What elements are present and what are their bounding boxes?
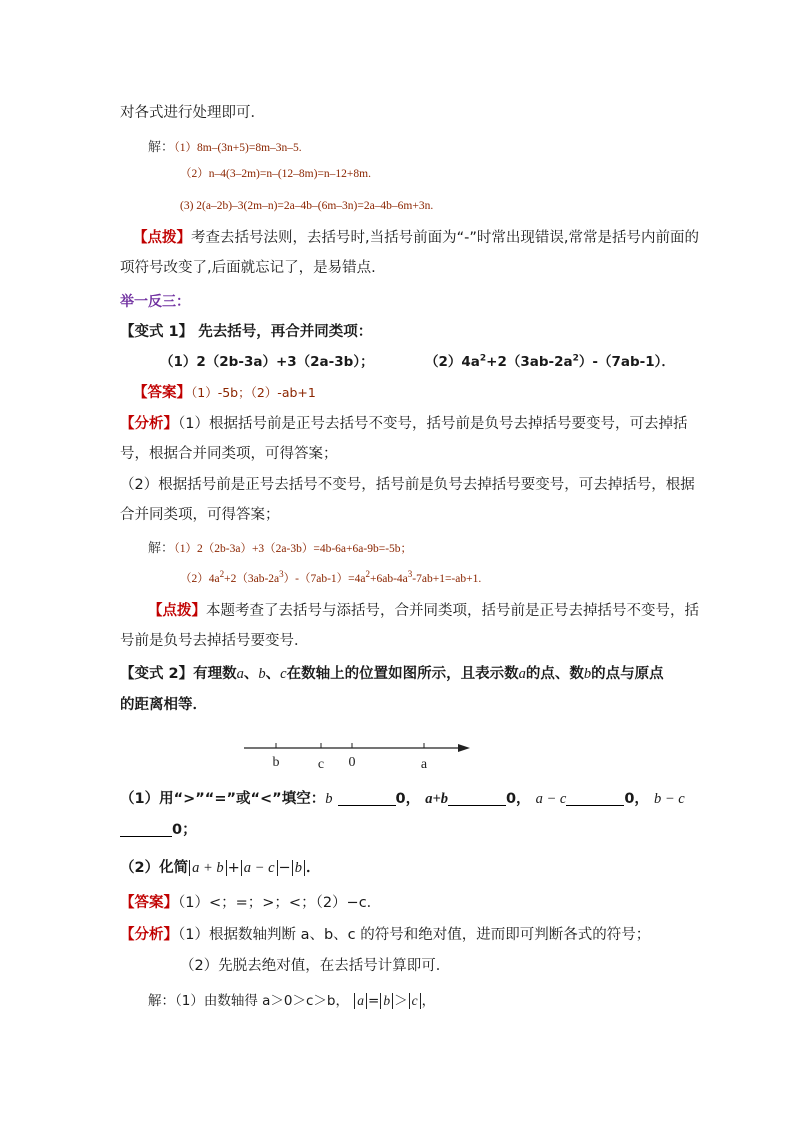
answer-tag: 【答案】 xyxy=(133,385,191,401)
solution-line: $(2)4a^2+2(3ab-2a^3)-(7ab-1)=4a^2+6ab-4a^3-7ab+1=-ab+1$. xyxy=(180,569,482,585)
number-line-figure xyxy=(240,738,476,774)
answer-line: 【答案】（1）<；=；>；<；（2）−c． xyxy=(120,895,382,911)
abs-expr: b xyxy=(292,860,305,876)
text-line xyxy=(120,103,265,123)
analysis-line: 【分析】（1）根据括号前是正号去括号不变号，括号前是负号去掉括号要变号，可去掉括 xyxy=(120,416,688,432)
text: 对各式进行处理即可． xyxy=(120,105,265,121)
solution-line xyxy=(148,137,302,158)
axis-label-b: b xyxy=(272,755,280,770)
variant-tag: 【变式 1】 xyxy=(120,324,194,340)
text: 项符号改变了,后面就忘记了，是易错点. xyxy=(120,260,376,276)
tip-line: 【点拨】本题考查了去括号与添括号，合并同类项，括号前是正号去掉括号不变号，括 xyxy=(148,603,699,619)
analysis-line: （2）先脱去绝对值，在去括号计算即可． xyxy=(180,958,451,974)
blank-1[interactable] xyxy=(338,791,396,806)
tip-line xyxy=(133,228,699,248)
section-title: 举一反三： xyxy=(120,294,190,310)
part-1-line: 0； xyxy=(120,820,197,840)
tip-tag: 【点拨】 xyxy=(133,230,191,246)
text: 考查去括号法则，去括号时,当括号前面为“-”时常出现错误,常常是括号内前面的 xyxy=(191,230,699,246)
analysis-line: 号，根据合并同类项，可得答案； xyxy=(120,446,338,462)
arrow-icon xyxy=(458,744,470,752)
solution-line xyxy=(180,196,433,216)
solution-line: 解：（1）由数轴得 a＞0＞c＞b， a = b ＞ c ， xyxy=(148,993,436,1009)
solution-text: （2）n–4(3–2m)=n–(12–8m)=n–12+8m. xyxy=(180,168,371,180)
answer-text: （1）-5b；（2）-ab+1 xyxy=(191,385,316,400)
analysis-line: （2）根据括号前是正号去括号不变号，括号前是负号去掉括号要变号，可去掉括号，根据 xyxy=(120,477,695,493)
variant-1-items: （1）2（2b-3a）+3（2a-3b）； $(2)4a^2+2(3ab-2a^2)-(7ab-1)$． xyxy=(160,353,675,370)
axis-label-0: 0 xyxy=(348,755,356,770)
blank-3[interactable] xyxy=(566,791,624,806)
part-2-line: （2）化简 a + b + a − c − b ． xyxy=(120,860,321,876)
abs-expr: a + b xyxy=(189,860,227,876)
solution-line xyxy=(180,164,371,184)
item-1: （1）2（2b-3a）+3（2a-3b）； xyxy=(160,354,374,370)
variant-2-question: 的距离相等． xyxy=(120,697,207,713)
analysis-line: 【分析】（1）根据数轴判断 a、b、c 的符号和绝对值，进而即可判断各式的符号； xyxy=(120,927,651,943)
solution-line: 解：（1）2（2b-3a）+3（2a-3b）=4b-6a+6a-9b=-5b； xyxy=(148,540,413,555)
axis-label-a: a xyxy=(420,757,428,772)
solution-text: (3) 2(a–2b)–3(2m–n)=2a–4b–(6m–3n)=2a–4b–6m+3n. xyxy=(180,200,434,212)
blank-4[interactable] xyxy=(120,822,172,837)
part-1-line: （1）用“>”“=”或“<”填空：b 0， a+b 0， a − c 0， b − c xyxy=(120,791,685,807)
answer-line xyxy=(133,383,316,403)
question-text: 先去括号，再合并同类项： xyxy=(198,324,373,340)
variant-2-question: 【变式 2】有理数a、b、c在数轴上的位置如图所示，且表示数a的点、数b的点与原点 xyxy=(120,666,664,682)
solution-label: 解： xyxy=(148,139,175,154)
tip-line xyxy=(120,258,376,278)
item-2: （2）4a xyxy=(424,354,480,370)
abs-expr: a − c xyxy=(241,860,278,876)
analysis-tag: 【分析】 xyxy=(120,416,178,432)
axis-label-c: c xyxy=(317,757,325,772)
blank-2[interactable] xyxy=(448,791,506,806)
variant-1-question xyxy=(120,322,372,342)
solution-text: （1）8m–(3n+5)=8m–3n–5. xyxy=(174,142,302,154)
analysis-line: 合并同类项，可得答案； xyxy=(120,507,280,523)
tip-line: 号前是负号去掉括号要变号． xyxy=(120,633,309,649)
